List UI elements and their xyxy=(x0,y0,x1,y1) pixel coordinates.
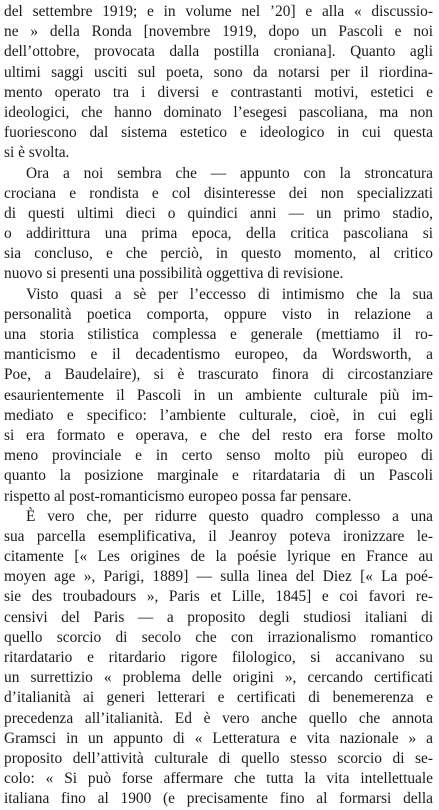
text-line: quello scorcio di secolo che con irrazionalismo romantico xyxy=(4,628,433,646)
text-line: ultimi saggi usciti sul poeta, sono da notarsi per il riordina- xyxy=(4,63,433,81)
paragraph-3 xyxy=(4,285,433,507)
text-line: si è svolta. xyxy=(4,144,70,162)
text-line: nuovo si presenti una possibilità oggettiva di revisione. xyxy=(4,265,344,283)
paragraph-4 xyxy=(4,507,433,810)
text-line: sia concluso, e che perciò, in questo momento, al critico xyxy=(4,245,433,263)
text-line: rispetto al post-romanticismo europeo possa far pensare. xyxy=(4,487,352,505)
text-line: crociana e rondista e col disinteresse dei non specializzati xyxy=(4,184,433,202)
text-line: manticismo e il decadentismo europeo, da Wordsworth, a xyxy=(4,346,433,364)
text-line: esaurientemente il Pascoli in un ambiente culturale più im- xyxy=(4,386,433,404)
text-line: Gramsci in un appunto di « Letteratura e vita nazionale » a xyxy=(4,729,433,747)
text-line: mento operato tra i diversi e contrastanti motivi, estetici e xyxy=(4,83,433,101)
text-line: fuoriescono dal sistema estetico e ideologico in cui questa xyxy=(4,124,433,142)
text-line: meno provinciale e in certo senso molto più europeo di xyxy=(4,447,433,465)
paragraph-2 xyxy=(4,164,433,285)
text-line: È vero che, per ridurre questo quadro complesso a una xyxy=(26,507,433,525)
text-line: d’italianità ai generi letterari e certificati di benemerenza e xyxy=(4,689,433,707)
text-line: citamente [« Les origines de la poésie lyrique en France au xyxy=(4,548,433,566)
text-line: dell’ottobre, provocata dalla postilla croniana]. Quanto agli xyxy=(4,43,433,61)
text-line: personalità poetica comporta, oppure visto in relazione a xyxy=(4,305,433,323)
text-line: del settembre 1919; e in volume nel ’20] e alla « discussio- xyxy=(4,3,433,20)
text-line: un surrettizio « problema delle origini », cercando certificati xyxy=(4,669,433,687)
text-line: italiana fino al 1900 (e precisamente fino al formarsi della xyxy=(4,790,433,808)
text-line: precedenza all’italianità. Ed è vero anche quello che annota xyxy=(4,709,433,727)
text-line: censivi del Paris — a proposito degli studiosi italiani di xyxy=(4,608,433,626)
text-line: quanto la posizione marginale e ritardataria di un Pascoli xyxy=(4,467,433,485)
text-line: mediato e specifico: l’ambiente culturale, cioè, in cui egli xyxy=(4,406,433,424)
text-line: di questi ultimi dieci o quindici anni — un primo stadio, xyxy=(4,204,433,222)
text-line: sua parcella esemplificativa, il Jeanroy poteva ironizzare le- xyxy=(4,527,433,545)
text-line: una storia stilistica complessa e generale (mettiamo il ro- xyxy=(4,326,433,343)
text-line: o addirittura una prima epoca, della critica pascoliana si xyxy=(4,225,433,243)
text-line: Visto quasi a sè per l’eccesso di intimismo che la sua xyxy=(26,285,433,303)
text-line: moyen age », Parigi, 1889] — sulla linea del Diez [« La poé- xyxy=(4,568,433,586)
text-line: sie des troubadours », Paris et Lille, 1845] e coi favori re- xyxy=(4,588,433,606)
text-line: proposito dell’attività culturale di quello stesso scorcio di se- xyxy=(4,749,433,767)
paragraph-1 xyxy=(4,2,433,164)
text-line: Poe, a Baudelaire), si è trascurato finora di circostanziare xyxy=(4,366,433,384)
text-line: ritardatario e ritardario rigore filologico, si accanivano su xyxy=(4,649,433,666)
text-line: ideologici, che hanno dominato l’esegesi pascoliana, ma non xyxy=(4,103,433,121)
text-line: ne » della Ronda [novembre 1919, dopo un Pascoli e noi xyxy=(4,23,433,41)
text-line: colo: « Si può forse affermare che tutta la vita intellettuale xyxy=(4,770,433,788)
text-line: Ora a noi sembra che — appunto con la stroncatura xyxy=(26,164,433,182)
text-line: si era formato e operava, e che del resto era forse molto xyxy=(4,426,433,444)
